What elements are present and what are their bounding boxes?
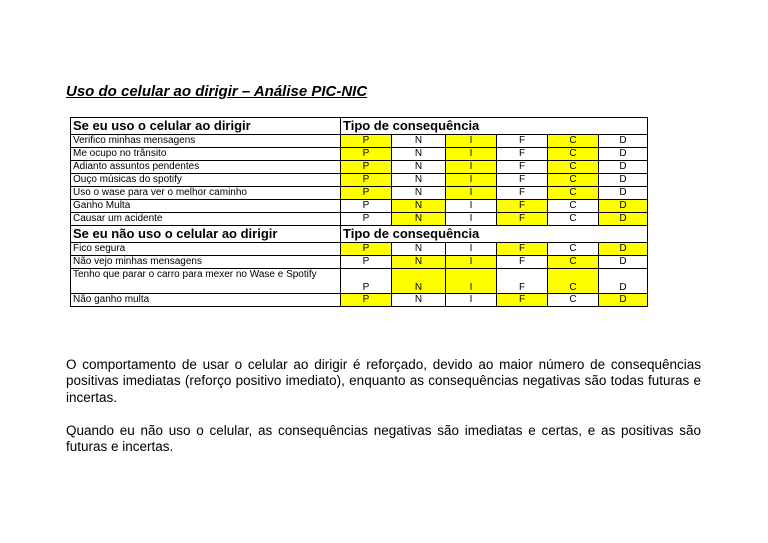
consequence-cell: N — [392, 174, 446, 187]
consequence-cell: N — [392, 269, 446, 294]
table-row — [71, 243, 648, 256]
consequence-label: Não vejo minhas mensagens — [71, 256, 341, 269]
consequence-label: Me ocupo no trânsito — [71, 148, 341, 161]
consequence-cell: F — [497, 187, 548, 200]
consequence-cell: P — [341, 148, 392, 161]
consequence-cell: I — [446, 256, 497, 269]
consequence-cell: I — [446, 161, 497, 174]
consequence-cell: C — [548, 135, 599, 148]
table-row — [71, 269, 648, 294]
consequence-cell: I — [446, 243, 497, 256]
consequence-cell: P — [341, 135, 392, 148]
consequence-cell: D — [599, 294, 648, 307]
consequence-cell: N — [392, 256, 446, 269]
consequence-cell: N — [392, 135, 446, 148]
consequence-cell: N — [392, 243, 446, 256]
table-row — [71, 294, 648, 307]
consequence-cell: C — [548, 294, 599, 307]
consequence-cell: P — [341, 200, 392, 213]
consequence-cell: D — [599, 187, 648, 200]
consequence-cell: D — [599, 148, 648, 161]
consequence-cell: I — [446, 213, 497, 226]
table-row — [71, 135, 648, 148]
table-row — [71, 174, 648, 187]
consequence-cell: C — [548, 213, 599, 226]
consequence-cell: F — [497, 174, 548, 187]
consequence-cell: F — [497, 200, 548, 213]
consequence-type-header: Tipo de consequência — [341, 118, 648, 135]
consequence-cell: F — [497, 135, 548, 148]
consequence-cell: C — [548, 256, 599, 269]
consequence-cell: I — [446, 174, 497, 187]
section-header-row — [71, 118, 648, 135]
section-header: Se eu uso o celular ao dirigir — [71, 118, 341, 135]
consequence-cell: P — [341, 269, 392, 294]
consequence-cell: D — [599, 256, 648, 269]
section-header: Se eu não uso o celular ao dirigir — [71, 226, 341, 243]
consequence-cell: F — [497, 213, 548, 226]
consequence-cell: D — [599, 243, 648, 256]
consequence-cell: C — [548, 200, 599, 213]
consequence-label: Não ganho multa — [71, 294, 341, 307]
consequence-cell: F — [497, 269, 548, 294]
consequence-cell: C — [548, 187, 599, 200]
consequence-cell: I — [446, 269, 497, 294]
table-row — [71, 256, 648, 269]
consequence-label: Causar um acidente — [71, 213, 341, 226]
table-row — [71, 161, 648, 174]
consequence-cell: D — [599, 174, 648, 187]
consequence-label: Ganho Multa — [71, 200, 341, 213]
consequence-cell: F — [497, 148, 548, 161]
consequence-label: Ouço músicas do spotify — [71, 174, 341, 187]
paragraph-1: O comportamento de usar o celular ao dirigir é reforçado, devido ao maior número de consequências positivas imediatas (reforço positivo imediato), enquanto as consequências negativas são todas futuras e incertas. — [66, 356, 701, 405]
consequence-type-header: Tipo de consequência — [341, 226, 648, 243]
section-header-row — [71, 226, 648, 243]
consequence-cell: F — [497, 243, 548, 256]
table-row — [71, 213, 648, 226]
consequence-label: Adianto assuntos pendentes — [71, 161, 341, 174]
consequence-cell: D — [599, 135, 648, 148]
consequence-label: Fico segura — [71, 243, 341, 256]
table-row — [71, 200, 648, 213]
consequence-cell: I — [446, 187, 497, 200]
consequence-label: Tenho que parar o carro para mexer no Wase e Spotify — [71, 269, 341, 294]
document-title: Uso do celular ao dirigir – Análise PIC-NIC — [66, 83, 368, 100]
pic-nic-table — [70, 117, 648, 307]
consequence-cell: N — [392, 187, 446, 200]
consequence-label: Uso o wase para ver o melhor caminho — [71, 187, 341, 200]
paragraph-2: Quando eu não uso o celular, as consequências negativas são imediatas e certas, e as positivas são futuras e incertas. — [66, 422, 701, 454]
consequence-cell: D — [599, 213, 648, 226]
consequence-cell: P — [341, 256, 392, 269]
consequence-cell: P — [341, 294, 392, 307]
consequence-cell: N — [392, 213, 446, 226]
consequence-cell: P — [341, 187, 392, 200]
consequence-cell: N — [392, 148, 446, 161]
table-row — [71, 148, 648, 161]
consequence-cell: P — [341, 213, 392, 226]
consequence-cell: N — [392, 200, 446, 213]
consequence-cell: P — [341, 174, 392, 187]
consequence-cell: I — [446, 135, 497, 148]
consequence-cell: D — [599, 269, 648, 294]
consequence-cell: C — [548, 243, 599, 256]
consequence-cell: C — [548, 148, 599, 161]
consequence-cell: C — [548, 174, 599, 187]
consequence-cell: D — [599, 161, 648, 174]
consequence-cell: F — [497, 256, 548, 269]
consequence-cell: F — [497, 161, 548, 174]
table-row — [71, 187, 648, 200]
consequence-cell: F — [497, 294, 548, 307]
consequence-cell: P — [341, 243, 392, 256]
consequence-cell: N — [392, 294, 446, 307]
consequence-cell: D — [599, 200, 648, 213]
consequence-cell: I — [446, 148, 497, 161]
consequence-cell: I — [446, 200, 497, 213]
consequence-cell: C — [548, 269, 599, 294]
consequence-cell: P — [341, 161, 392, 174]
consequence-cell: C — [548, 161, 599, 174]
consequence-cell: I — [446, 294, 497, 307]
consequence-cell: N — [392, 161, 446, 174]
consequence-label: Verifico minhas mensagens — [71, 135, 341, 148]
